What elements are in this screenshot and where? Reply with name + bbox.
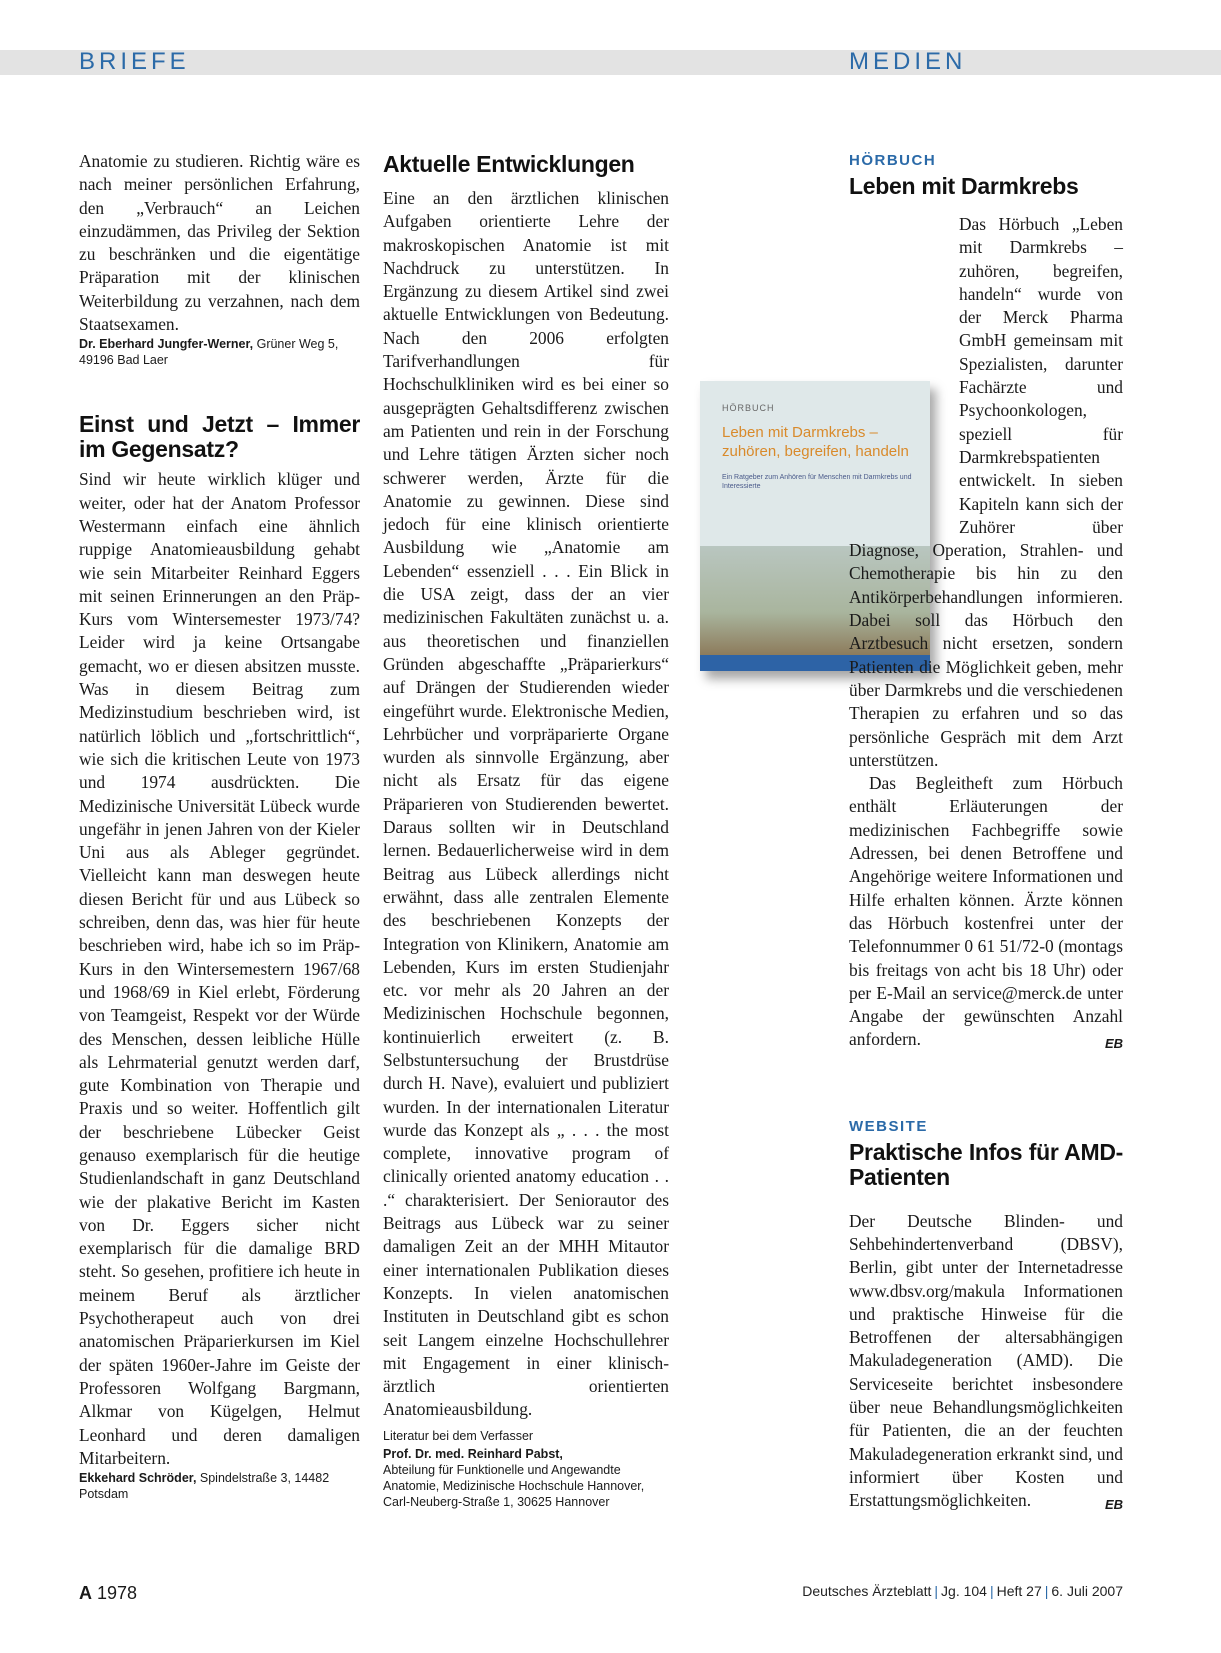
letter-1-author: Dr. Eberhard Jungfer-Werner, xyxy=(79,337,254,352)
page-prefix: A xyxy=(79,1583,92,1603)
letter-2-text: Sind wir heute wirklich klüger und weiter, oder hat der Anatom Professor Westermann einfach eine ähnlich ruppige Anatomieausbildung gehabt wie sein Mitarbeiter Reinhard Eggers mit seinen Erinnerungen an den Präp-Kurs vom Wintersemester 1973/74? Leider wird ja keine Ortsangabe gemacht, wo er diesen absitzen musste. Was in diesem Beitrag zum Medizinstudium beschrieben wird, ist natürlich löblich und „fortschrittlich“, wie sich die kritischen Leute von 1973 und 1974 ausdrückten. Die Medizinische Universität Lübeck wurde ungefähr in jenen Jahren von der Kieler Uni aus als Ableger gegründet. Vielleicht kann man deswegen heute diesen Bericht für und aus Lübeck so schreiben, denn das, was hier für heute beschrieben wird, habe ich so im Präp-Kurs in den Wintersemestern 1967/68 und 1968/69 in Kiel erlebt, Förderung von Teamgeist, Respekt vor der Würde des Menschen, dessen leibliche Hülle als Lehrmaterial genutzt werden darf, gute Kombination von Therapie und Praxis und so weiter. Hoffentlich gilt der beschriebene Lübecker Geist genauso exemplarisch für die heutige Studienlandschaft in ganz Deutschland wie der plakative Bericht im Kasten von Dr. Eggers sicher nicht exemplarisch für die damalige BRD steht. So gesehen, profitiere ich heute in meinem Beruf als ärztlicher Psychotherapeut auch von drei anatomischen Präparierkursen im Kiel der späten 1960er-Jahre im Geiste der Professoren Wolfgang Bargmann, Alkmar von Kügelgen, Helmut Leonhard und deren damaligen Mitarbeitern. xyxy=(79,469,360,1468)
journal-name: Deutsches Ärzteblatt xyxy=(802,1583,932,1599)
letter-2-heading: Einst und Jetzt – Immer im Gegensatz? xyxy=(79,411,360,463)
letter-3-author: Prof. Dr. med. Reinhard Pabst, xyxy=(383,1446,563,1461)
cover-title: Leben mit Darmkrebs – zuhören, begreifen, handeln xyxy=(722,424,909,460)
letter-2-signature xyxy=(79,1470,360,1502)
letter-3-text: Eine an den ärztlichen klinischen Aufgaben orientierte Lehre der makroskopischen Anatomie ist mit Nachdruck zu unterstützen. In Ergänzung zu diesem Artikel sind zwei aktuelle Entwicklungen von Bedeutung. Nach den 2006 erfolgten Tarifverhandlungen für Hochschulkliniken wird es bei einer so ausgeprägten Gehaltsdifferenz zwischen am Patienten und rein in der Forschung und Lehre tätigen Ärzten sicher noch schwerer werden, Ärzte für die Anatomie zu gewinnen. Diese sind jedoch für eine klinisch orientierte Ausbildung wie „Anatomie am Lebenden“ essenziell . . . Ein Blick in die USA zeigt, dass der an vier medizinischen Fakultäten zunächst u. a. aus theoretischen und finanziellen Gründen abgeschaffte „Präparierkurs“ auf Drängen der Studierenden wieder eingeführt wurde. Elektronische Medien, Lehrbücher und vorpräparierte Organe wurden als sinnvolle Ergänzung, aber nicht als Ersatz für das eigene Präparieren von Studierenden bewertet. Daraus sollten wir in Deutschland lernen. Bedauerlicherweise wird in dem Beitrag aus Lübeck allerdings nicht erwähnt, dass alle zentralen Elemente des beschriebenen Konzepts der Integration von Klinikern, Anatomie am Lebenden, Kurs im ersten Studienjahr etc. vor mehr als 20 Jahren an der Medizinischen Hochschule begonnen, kontinuierlich erweitert (z. B. Selbstuntersuchung der Brustdrüse durch H. Nave), evaluiert und publiziert wurden. In der internationalen Literatur wurde das Konzept als „ . . . the most complete, innovative program of clinically oriented anatomy education . . .“ charakterisiert. Der Seniorautor des Beitrags aus Lübeck war zu seiner damaligen Zeit an der MHH Mitautor einer internationalen Publikation dieses Konzepts. In vielen anatomischen Instituten in Deutschland gibt es schon seit Langem einzelne Hochschullehrer mit Engagement in einer klinisch-ärztlich orientierten Anatomieausbildung. xyxy=(383,188,669,1420)
letter-2-author: Ekkehard Schröder, xyxy=(79,1471,197,1486)
media-2-text-body: Der Deutsche Blinden- und Sehbehindertenverband (DBSV), Berlin, gibt unter der Internetadresse www.dbsv.org/makula Informationen und praktische Hinweise für die Betroffenen der altersabhängigen Makuladegeneration (AMD). Die Serviceseite berichtet insbesondere über neue Behandlungsmöglichkeiten für Patienten, die an der feuchten Makuladegeneration erkrankt sind, und informiert über Kosten und Erstattungsmöglichkeiten. xyxy=(849,1210,1123,1511)
media-1-author-initials: EB xyxy=(1104,1036,1123,1052)
media-2-kicker: WEBSITE xyxy=(849,1117,928,1135)
media-2-author-initials: EB xyxy=(1104,1497,1123,1513)
journal-date: 6. Juli 2007 xyxy=(1051,1583,1123,1599)
page-number-value: 1978 xyxy=(97,1583,138,1603)
media-1-kicker: HÖRBUCH xyxy=(849,152,937,169)
image-wrap-spacer xyxy=(849,213,959,525)
journal-issue: Heft 27 xyxy=(996,1583,1042,1599)
letter-1-address: Grüner Weg 5, 49196 Bad Laer xyxy=(79,337,339,368)
literature-note: Literatur bei dem Verfasser xyxy=(383,1428,534,1443)
media-1-text: Das Hörbuch „Leben mit Darmkrebs – zuhören, begreifen, handeln“ wurde von der Merck Pharma GmbH gemeinsam mit Spezialisten, darunter Fachärzte und Psychoonkologen, speziell für Darmkrebspatienten entwickelt. In sieben Kapiteln kann sich der Zuhörer über Diagnose, Operation, Strahlen- und Chemotherapie bis hin zu den Antikörperbehandlungen informieren. Dabei soll das Hörbuch den Arztbesuch nicht ersetzen, sondern Patienten die Möglichkeit geben, mehr über Darmkrebs und die verschiedenen Therapien zu erfahren und so das persönliche Gespräch mit dem Arzt unterstützen. xyxy=(849,214,1123,770)
cover-subtitle: Ein Ratgeber zum Anhören für Menschen mit Darmkrebs und Interessierte xyxy=(722,474,912,490)
letter-2-address: Spindelstraße 3, 14482 Potsdam xyxy=(79,1471,330,1502)
column-2 xyxy=(383,152,669,1510)
page-number xyxy=(79,1583,137,1604)
column-1 xyxy=(79,150,360,1502)
media-1-text-2 xyxy=(849,772,1123,1052)
letter-3-signature xyxy=(383,1446,669,1510)
media-1-text-2-body: Das Begleitheft zum Hörbuch enthält Erläuterungen der medizinischen Fachbegriffe sowie Adressen, bei denen Betroffene und Angehörige weitere Informationen und Hilfe erhalten können. Ärzte können das Hörbuch kostenfrei unter der Telefonnummer 0 61 51/72-0 (montags bis freitags von acht bis 18 Uhr) oder per E-Mail an service@merck.de unter Angabe der gewünschten Anzahl anfordern. xyxy=(849,773,1123,1050)
cover-brand: HÖRBUCH xyxy=(722,403,775,413)
letter-1-text: Anatomie zu studieren. Richtig wäre es nach meiner persönlichen Erfahrung, den „Verbrauch“ an Leichen einzudämmen, das Privileg der Sektion zu beschränken und die eigentätige Präparation mit der klinischen Weiterbildung zu verzahnen, nach dem Staatsexamen. xyxy=(79,151,360,335)
section-label-briefe: BRIEFE xyxy=(79,48,190,75)
column-3 xyxy=(849,152,1123,1517)
journal-volume: Jg. 104 xyxy=(941,1583,987,1599)
letter-1-signature xyxy=(79,336,360,368)
media-1-heading: Leben mit Darmkrebs xyxy=(849,173,1079,199)
section-label-medien: MEDIEN xyxy=(849,48,967,75)
media-2-heading: Praktische Infos für AMD-Patienten xyxy=(849,1138,1123,1190)
letter-3-address: Abteilung für Funktionelle und Angewandte Anatomie, Medizinische Hochschule Hannover, Carl-Neuberg-Straße 1, 30625 Hannover xyxy=(383,1462,645,1509)
letter-3-heading: Aktuelle Entwicklungen xyxy=(383,151,635,177)
journal-info: Deutsches Ärzteblatt | Jg. 104 | Heft 27 | 6. Juli 2007 xyxy=(802,1583,1123,1599)
media-2-text xyxy=(849,1210,1123,1513)
